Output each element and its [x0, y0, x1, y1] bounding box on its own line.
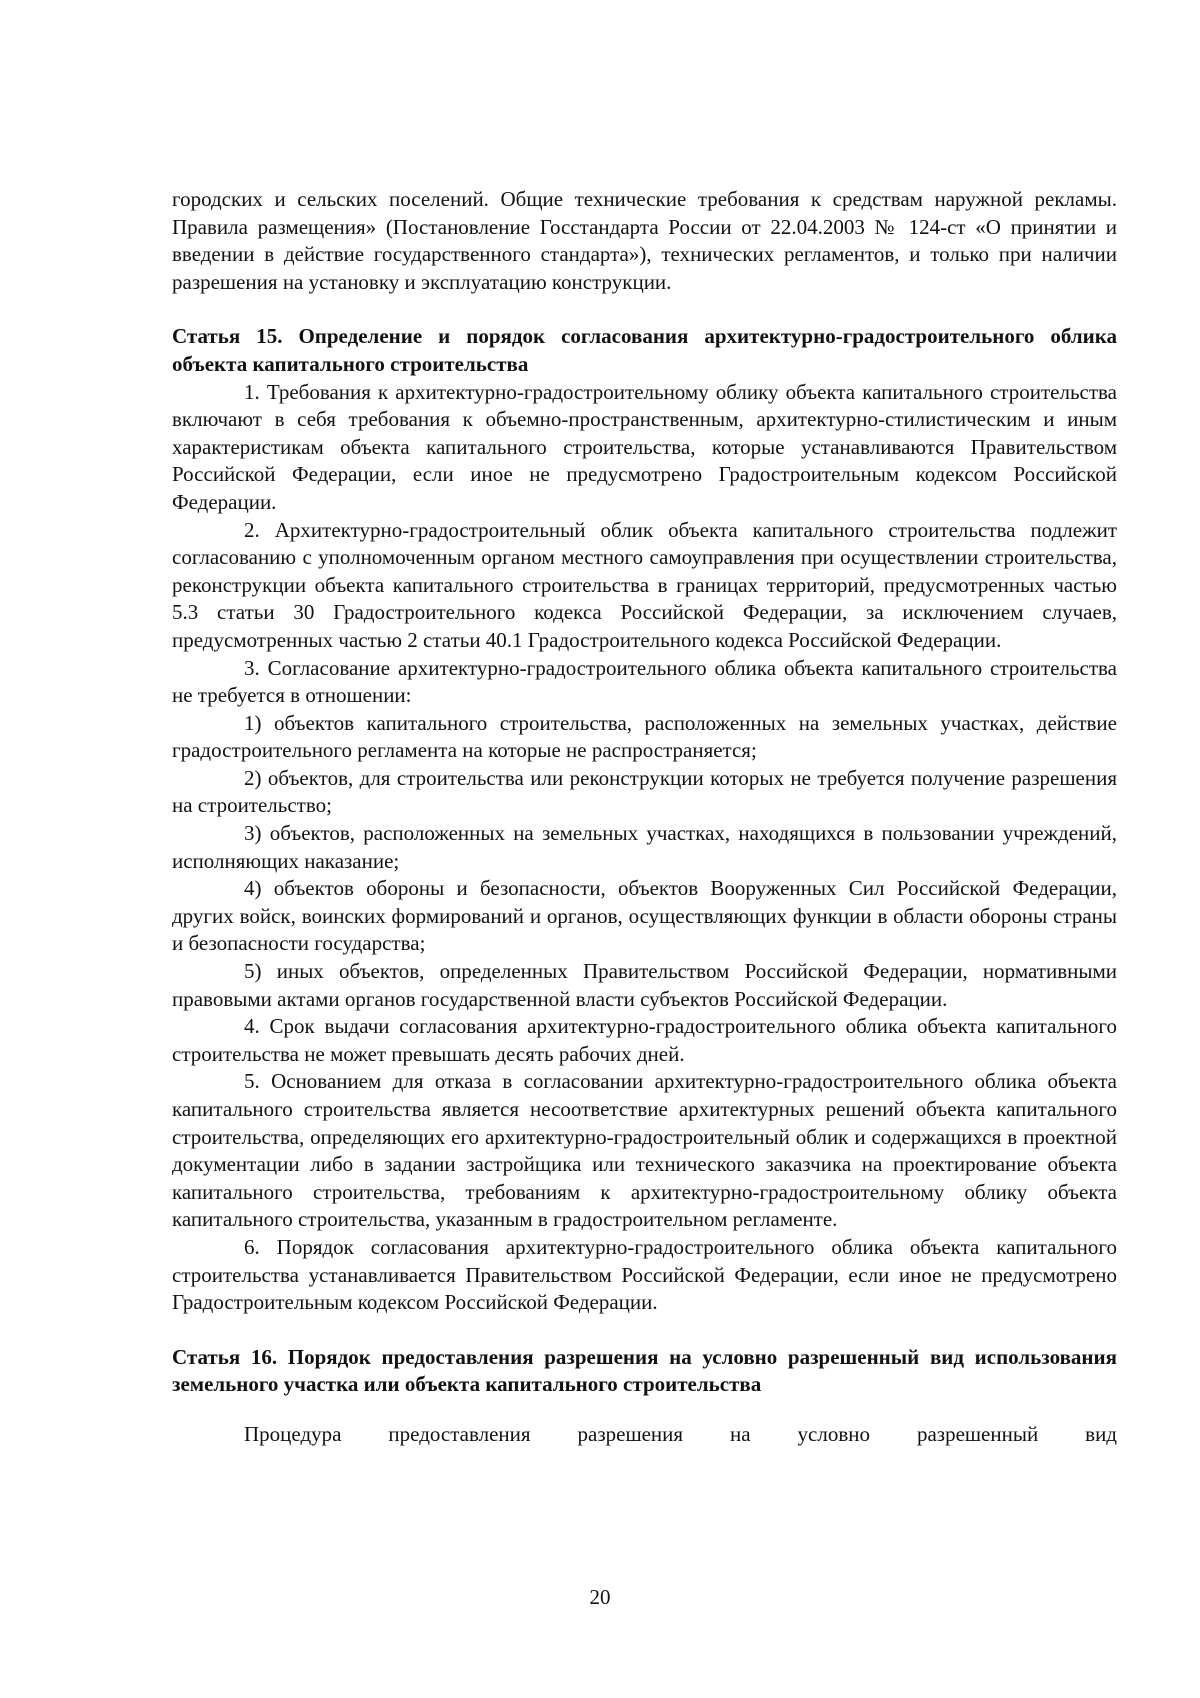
article-15-heading: Статья 15. Определение и порядок согласования архитектурно-градостроительного облика объекта капитального строительства	[172, 324, 1117, 376]
spacer	[172, 1317, 1117, 1344]
document-page	[172, 186, 1117, 1449]
spacer	[172, 1399, 1117, 1421]
article-15-item-1: 1) объектов капитального строительства, расположенных на земельных участках, действие градостроительного регламента на которые не распространяется;	[172, 710, 1117, 763]
article-15-item-4: 4) объектов обороны и безопасности, объектов Вооруженных Сил Российской Федерации, других войск, воинских формирований и органов, осуществляющих функции в области обороны страны и безопасности государства;	[172, 876, 1117, 956]
article-15-item-3: 3) объектов, расположенных на земельных участках, находящихся в пользовании учреждений, исполняющих наказание;	[172, 821, 1117, 873]
article-16-heading: Статья 16. Порядок предоставления разрешения на условно разрешенный вид использования земельного участка или объекта капитального строительства	[172, 1344, 1117, 1397]
article-16-paragraph-1: Процедура предоставления разрешения на условно разрешенный вид	[244, 1421, 1117, 1446]
article-15-paragraph-5: 5. Основанием для отказа в согласовании архитектурно-градостроительного облика объекта капитального строительства является несоответствие архитектурных решений объекта капитального строительства, определяющих его архитектурно-градостроительный облик и содержащихся в проектной документации либо в задании застройщика или технического заказчика на проектирование объекта капитального строительства, требованиям к архитектурно-градостроительному облику объекта капитального строительства, указанным в градостроительном регламенте.	[172, 1069, 1117, 1232]
article-15-paragraph-6: 6. Порядок согласования архитектурно-градостроительного облика объекта капитального строительства устанавливается Правительством Российской Федерации, если иное не предусмотрено Градостроительным кодексом Российской Федерации.	[172, 1234, 1117, 1315]
article-15-item-2: 2) объектов, для строительства или реконструкции которых не требуется получение разрешения на строительство;	[172, 765, 1117, 818]
article-15-paragraph-2: 2. Архитектурно-градостроительный облик объекта капитального строительства подлежит согласованию с уполномоченным органом местного самоуправления при осуществлении строительства, реконструкции объекта капитального строительства в границах территорий, предусмотренных частью 5.3 статьи 30 Градостроительного кодекса Российской Федерации, за исключением случаев, предусмотренных частью 2 статьи 40.1 Градостроительного кодекса Российской Федерации.	[172, 517, 1117, 652]
article-15-paragraph-1: 1. Требования к архитектурно-градостроительному облику объекта капитального строительства включают в себя требования к объемно-пространственным, архитектурно-стилистическим и иным характеристикам объекта капитального строительства, которые устанавливаются Правительством Российской Федерации, если иное не предусмотрено Градостроительным кодексом Российской Федерации.	[172, 379, 1117, 514]
article-15-paragraph-3: 3. Согласование архитектурно-градостроительного облика объекта капитального строительства не требуется в отношении:	[172, 655, 1117, 708]
page-number: 20	[589, 1585, 611, 1609]
continuation-paragraph: городских и сельских поселений. Общие технические требования к средствам наружной рекламы. Правила размещения» (Постановление Госстандарта России от 22.04.2003 № 124-ст «О принятии и введении в действие государственного стандарта»), технических регламентов, и только при наличии разрешения на установку и эксплуатацию конструкции.	[172, 187, 1117, 294]
article-15-item-5: 5) иных объектов, определенных Правительством Российской Федерации, нормативными правовыми актами органов государственной власти субъектов Российской Федерации.	[172, 959, 1117, 1011]
spacer	[172, 296, 1117, 323]
article-15-paragraph-4: 4. Срок выдачи согласования архитектурно-градостроительного облика объекта капитального строительства не может превышать десять рабочих дней.	[172, 1014, 1117, 1066]
